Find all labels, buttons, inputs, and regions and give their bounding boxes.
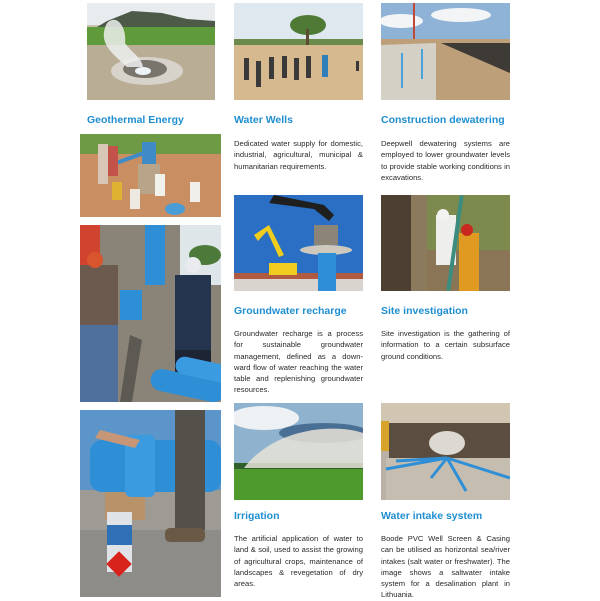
section-body-groundwater-recharge: Groundwater recharge is a process for sustainable groundwater management, defined as a down-ward flow of water reaching the water table and replenishing groundwater resources. (234, 329, 363, 395)
water-wells-photo (234, 3, 363, 100)
drillers-photo (80, 225, 221, 402)
section-title-irrigation: Irrigation (234, 510, 280, 522)
section-title-water-intake: Water intake system (381, 510, 483, 522)
section-body-site-investigation: Site investigation is the gathering of information to a certain subsurface ground conditions. (381, 329, 510, 361)
section-title-groundwater-recharge: Groundwater recharge (234, 305, 347, 317)
groundwater-recharge-photo (234, 195, 363, 291)
section-title-construction-dewatering: Construction dewatering (381, 114, 505, 126)
pipe-handling-photo (80, 410, 221, 597)
section-body-water-intake: Boode PVC Well Screen & Casing can be utilised as horizontal sea/river intakes (salt water or freshwater). The image shows a saltwater intake system for a desalination plant in Lithuania. (381, 534, 510, 600)
water-intake-photo (381, 403, 510, 500)
section-body-irrigation: The artificial application of water to land & soil, used to assist the growing of agricultural crops, maintenance of landscapes & revegetation of dry areas. (234, 534, 363, 589)
section-body-water-wells: Dedicated water supply for domestic, industrial, agricultural, municipal & humanitarian requirements. (234, 139, 363, 171)
section-title-water-wells: Water Wells (234, 114, 293, 126)
construction-dewatering-photo (381, 3, 510, 100)
section-title-geothermal: Geothermal Energy (87, 114, 184, 126)
hand-pump-photo (80, 134, 221, 217)
site-investigation-photo (381, 195, 510, 291)
section-body-construction-dewatering: Deepwell dewatering systems are employed to lower groundwater levels to provide stable working conditions in excavations. (381, 139, 510, 182)
geothermal-photo (87, 3, 215, 100)
irrigation-photo (234, 403, 363, 500)
section-title-site-investigation: Site investigation (381, 305, 468, 317)
